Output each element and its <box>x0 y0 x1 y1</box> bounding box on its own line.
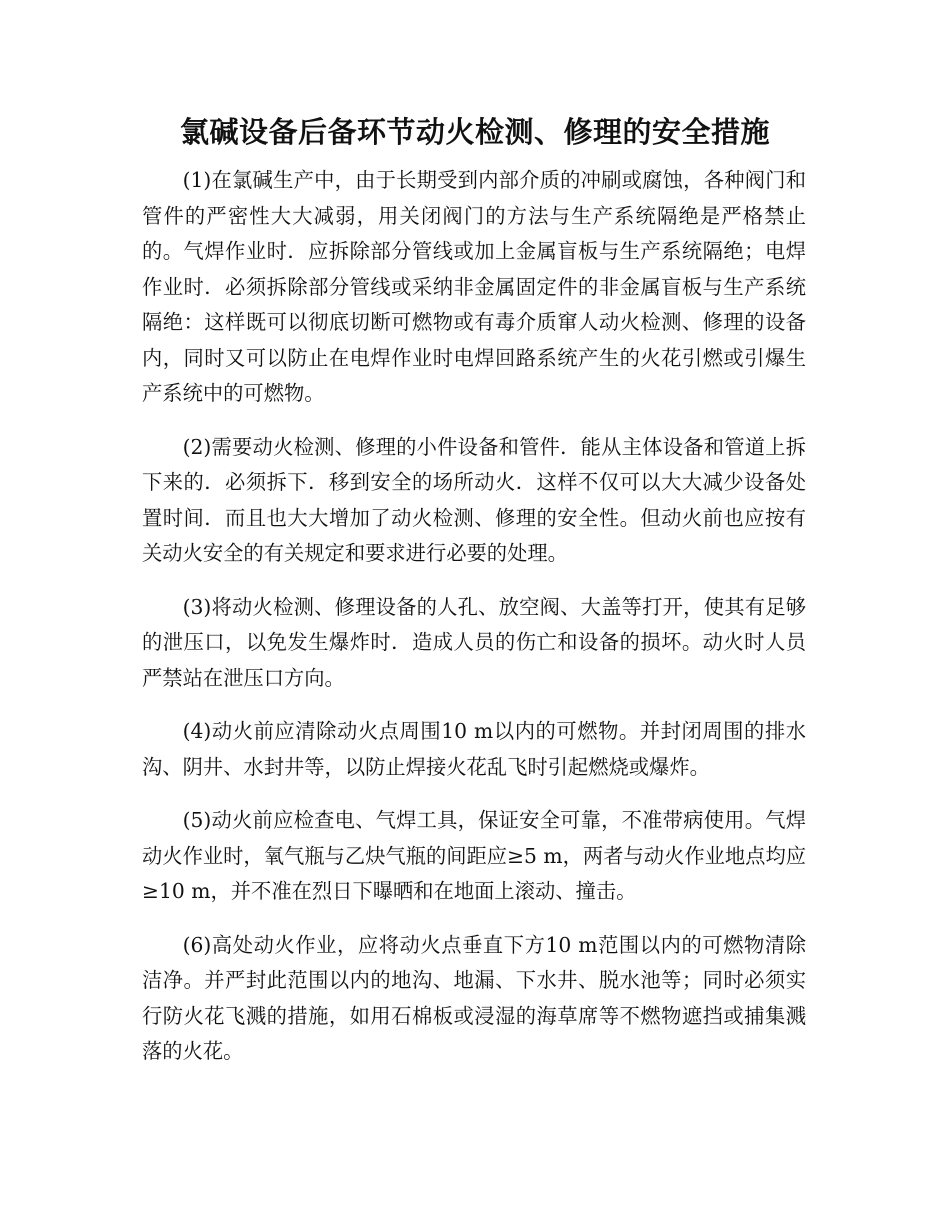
paragraph-3: (3)将动火检测、修理设备的人孔、放空阀、大盖等打开，使其有足够的泄压口，以免发生爆炸时．造成人员的伤亡和设备的损坏。动火时人员严禁站在泄压口方向。 <box>142 594 806 690</box>
document-title: 氯碱设备后备环节动火检测、修理的安全措施 <box>179 115 770 149</box>
paragraph-5: (5)动火前应检查电、气焊工具，保证安全可靠，不准带病使用。气焊动火作业时，氧气瓶与乙炔气瓶的间距应≥5 m，两者与动火作业地点均应≥10 m，并不准在烈日下曝晒和在地面上滚动、撞击。 <box>142 808 807 903</box>
document-body <box>142 163 806 1088</box>
paragraph-2: (2)需要动火检测、修理的小件设备和管件．能从主体设备和管道上拆下来的．必须拆下．移到安全的场所动火．这样不仅可以大大减少设备处置时间．而且也大大增加了动火检测、修理的安全性。但动火前也应按有关动火安全的有关规定和要求进行必要的处理。 <box>142 434 806 565</box>
paragraph-4: (4)动火前应清除动火点周围10 m以内的可燃物。并封闭周围的排水沟、阴井、水封井等，以防止焊接火花乱飞时引起燃烧或爆炸。 <box>142 719 806 779</box>
paragraph-1: (1)在氯碱生产中，由于长期受到内部介质的冲刷或腐蚀，各种阀门和管件的严密性大大减弱，用关闭阀门的方法与生产系统隔绝是严格禁止的。气焊作业时．应拆除部分管线或加上金属盲板与生产系统隔绝；电焊作业时．必须拆除部分管线或采纳非金属固定件的非金属盲板与生产系统隔绝：这样既可以彻底切断可燃物或有毒介质窜人动火检测、修理的设备内，同时又可以防止在电焊作业时电焊回路系统产生的火花引燃或引爆生产系统中的可燃物。 <box>142 168 806 405</box>
paragraph-6: (6)高处动火作业，应将动火点垂直下方10 m范围以内的可燃物清除洁净。并严封此范围以内的地沟、地漏、下水井、脱水池等；同时必须实行防火花飞溅的措施，如用石棉板或浸湿的海草席等不燃物遮挡或捕集溅落的火花。 <box>142 932 806 1063</box>
